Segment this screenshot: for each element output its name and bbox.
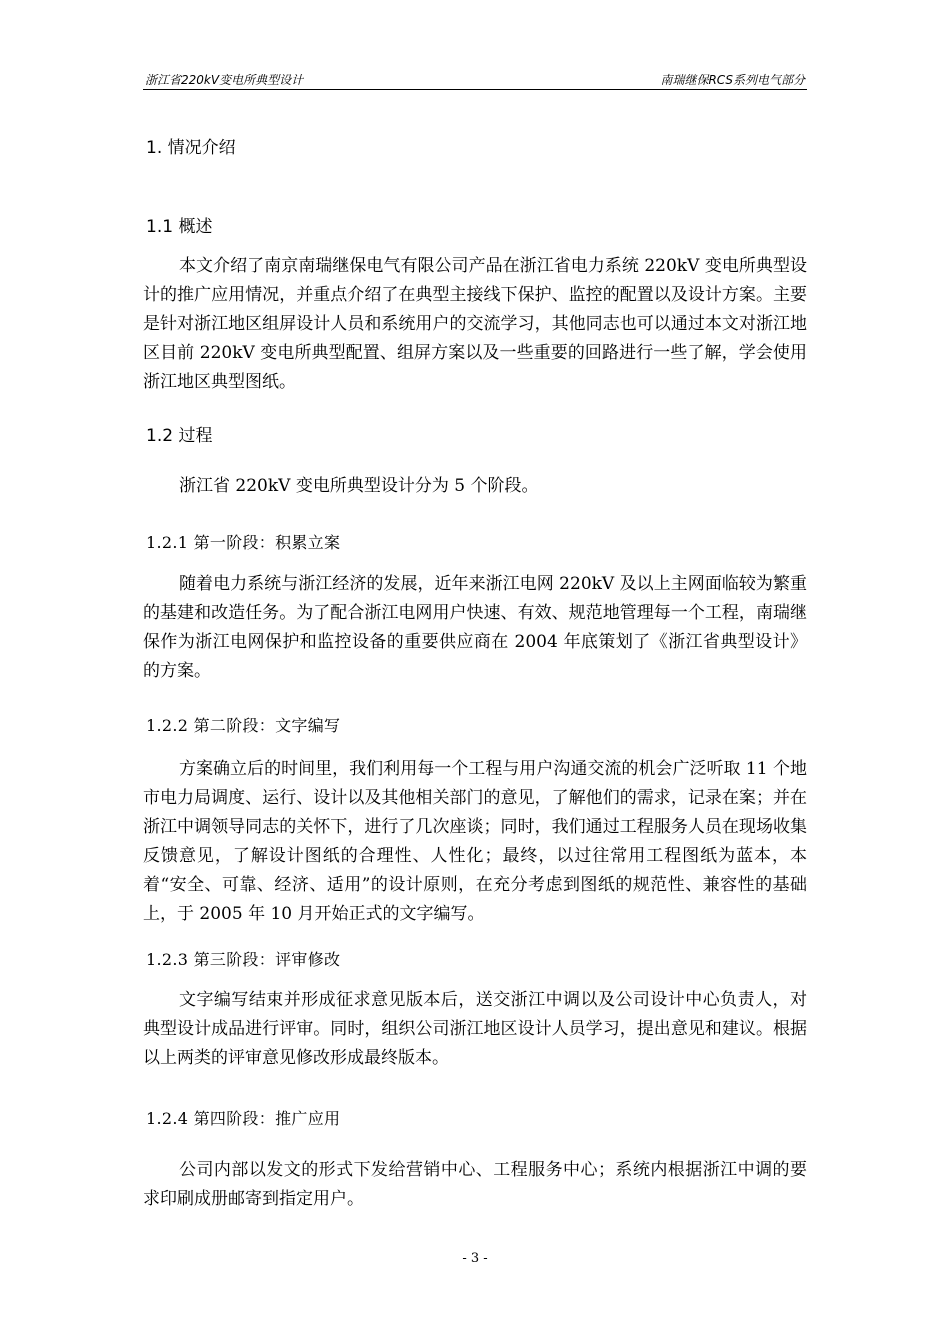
stage-1-title: 1.2.1 第一阶段：积累立案 <box>146 533 341 552</box>
stage-4-title: 1.2.4 第四阶段：推广应用 <box>146 1109 341 1128</box>
stage-2-title: 1.2.2 第二阶段：文字编写 <box>146 716 341 735</box>
header-series-title: 南瑞继保RCS系列电气部分 <box>660 73 805 87</box>
section-1-2-title: 1.2 过程 <box>146 426 213 446</box>
page-header <box>143 67 807 90</box>
section-1-2-paragraph: 浙江省 220kV 变电所典型设计分为 5 个阶段。 <box>179 476 539 496</box>
header-document-title: 浙江省220kV变电所典型设计 <box>145 73 304 87</box>
stage-3-title: 1.2.3 第三阶段：评审修改 <box>146 950 341 969</box>
section-1-title: 1. 情况介绍 <box>146 138 236 158</box>
section-1-1-title: 1.1 概述 <box>146 217 213 237</box>
stage-3-paragraph: 文字编写结束并形成征求意见版本后，送交浙江中调以及公司设计中心负责人，对典型设计成品进行评审。同时，组织公司浙江地区设计人员学习，提出意见和建议。根据以上两类的评审意见修改形成最终版本。 <box>143 990 807 1068</box>
stage-4-paragraph: 公司内部以发文的形式下发给营销中心、工程服务中心；系统内根据浙江中调的要求印刷成册邮寄到指定用户。 <box>143 1160 807 1209</box>
stage-2-paragraph: 方案确立后的时间里，我们利用每一个工程与用户沟通交流的机会广泛听取 11 个地市电力局调度、运行、设计以及其他相关部门的意见，了解他们的需求，记录在案；并在浙江中调领导同志的关怀下，进行了几次座谈；同时，我们通过工程服务人员在现场收集反馈意见，了解设计图纸的合理性、人性化；最终，以过往常用工程图纸为蓝本，本着“安全、可靠、经济、适用”的设计原则，在充分考虑到图纸的规范性、兼容性的基础上，于 2005 年 10 月开始正式的文字编写。 <box>143 759 807 924</box>
stage-1-paragraph: 随着电力系统与浙江经济的发展，近年来浙江电网 220kV 及以上主网面临较为繁重的基建和改造任务。为了配合浙江电网用户快速、有效、规范地管理每一个工程，南瑞继保作为浙江电网保护和监控设备的重要供应商在 2004 年底策划了《浙江省典型设计》的方案。 <box>143 574 807 681</box>
page-number: - 3 - <box>462 1251 488 1266</box>
section-1-1-paragraph: 本文介绍了南京南瑞继保电气有限公司产品在浙江省电力系统 220kV 变电所典型设计的推广应用情况，并重点介绍了在典型主接线下保护、监控的配置以及设计方案。主要是针对浙江地区组屏设计人员和系统用户的交流学习，其他同志也可以通过本文对浙江地区目前 220kV 变电所典型配置、组屏方案以及一些重要的回路进行一些了解，学会使用浙江地区典型图纸。 <box>143 256 807 392</box>
